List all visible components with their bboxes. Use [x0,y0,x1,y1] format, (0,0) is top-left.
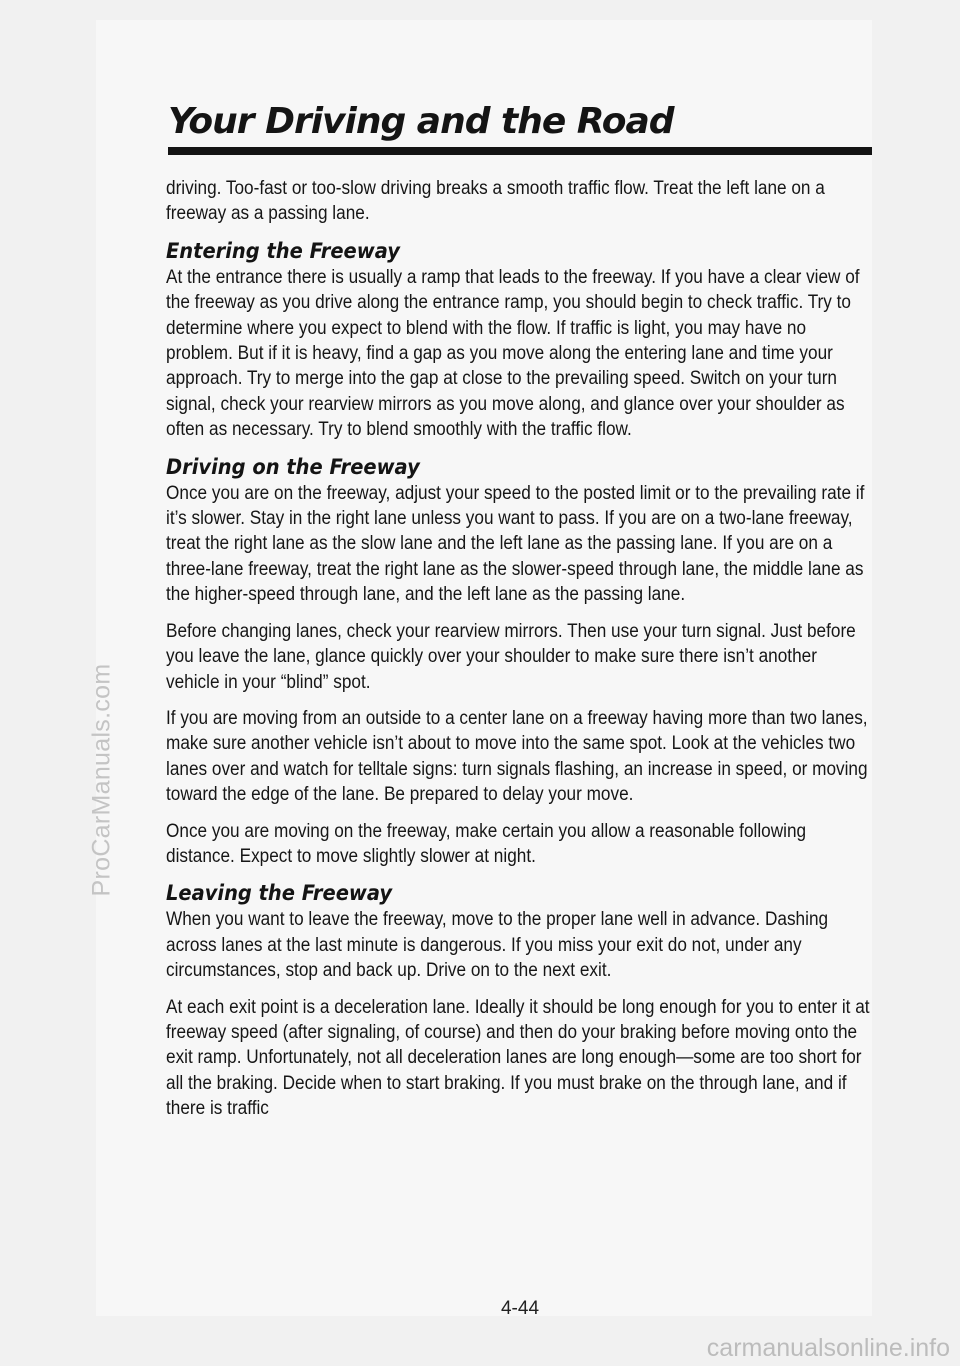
paragraph: If you are moving from an outside to a center lane on a freeway having more than two lanes, make sure another vehicle isn’t about to move into the same spot. Look at the vehicles two lanes over and watch for telltale signs: turn signals flashing, an increase in speed, or moving toward the edge of the lane. Be prepared to delay your move. [166,707,868,806]
section-heading: Leaving the Freeway [166,881,393,907]
bottom-watermark: carmanualsonline.info [706,1334,950,1362]
paragraph: Once you are on the freeway, adjust your speed to the posted limit or to the prevailing rate if it’s slower. Stay in the right lane unless you want to pass. If you are on a two-lane freeway, treat the right lane as the slow lane and the left lane as the passing lane. If you are on a three-lane freeway, treat the right lane as the slower-speed through lane, the middle lane as the higher-speed through lane, and the left lane as the passing lane. [166,482,865,606]
section-entering-freeway [166,238,872,443]
paragraph: When you want to leave the freeway, move to the proper lane well in advance. Dashing across lanes at the last minute is dangerous. If you miss your exit do not, under any circumstances, stop and back up. Drive on to the next exit. [166,909,829,982]
page-number: 4-44 [500,1298,540,1319]
side-watermark-text: ProCarManuals.com [87,663,116,897]
section-intro-continued [166,176,872,227]
section-heading: Entering the Freeway [166,238,400,264]
section-driving-on-freeway [166,454,872,870]
page-title: Your Driving and the Road [168,101,674,142]
section-heading: Driving on the Freeway [166,454,420,480]
paragraph: Before changing lanes, check your rearview mirrors. Then use your turn signal. Just before you leave the lane, glance quickly over your shoulder to make sure there isn’t another vehicle in your “blind” spot. [166,620,856,693]
header-rule [168,147,872,155]
paragraph: At each exit point is a deceleration lane. Ideally it should be long enough for you to enter it at freeway speed (after signaling, of course) and then do your braking before moving onto the exit ramp. Unfortunately, not all deceleration lanes are long enough—some are too short for all the braking. Decide when to start braking. If you must brake on the through lane, and if there is traffic [166,996,870,1120]
page-content [166,176,870,1133]
paragraph: Once you are moving on the freeway, make certain you allow a reasonable following distance. Expect to move slightly slower at night. [166,820,807,867]
paragraph: driving. Too-fast or too-slow driving breaks a smooth traffic flow. Treat the left lane on a freeway as a passing lane. [166,178,825,225]
paragraph: At the entrance there is usually a ramp that leads to the freeway. If you have a clear view of the freeway as you drive along the entrance ramp, you should begin to check traffic. Try to determine where you expect to blend with the flow. If traffic is light, you may have no problem. But if it is heavy, find a gap as you move along the entering lane and time your approach. Try to merge into the gap at close to the prevailing speed. Switch on your turn signal, check your rearview mirrors as you move along, and glance over your shoulder as often as necessary. Try to blend smoothly with the traffic flow. [166,266,860,441]
section-leaving-freeway [166,880,872,1121]
